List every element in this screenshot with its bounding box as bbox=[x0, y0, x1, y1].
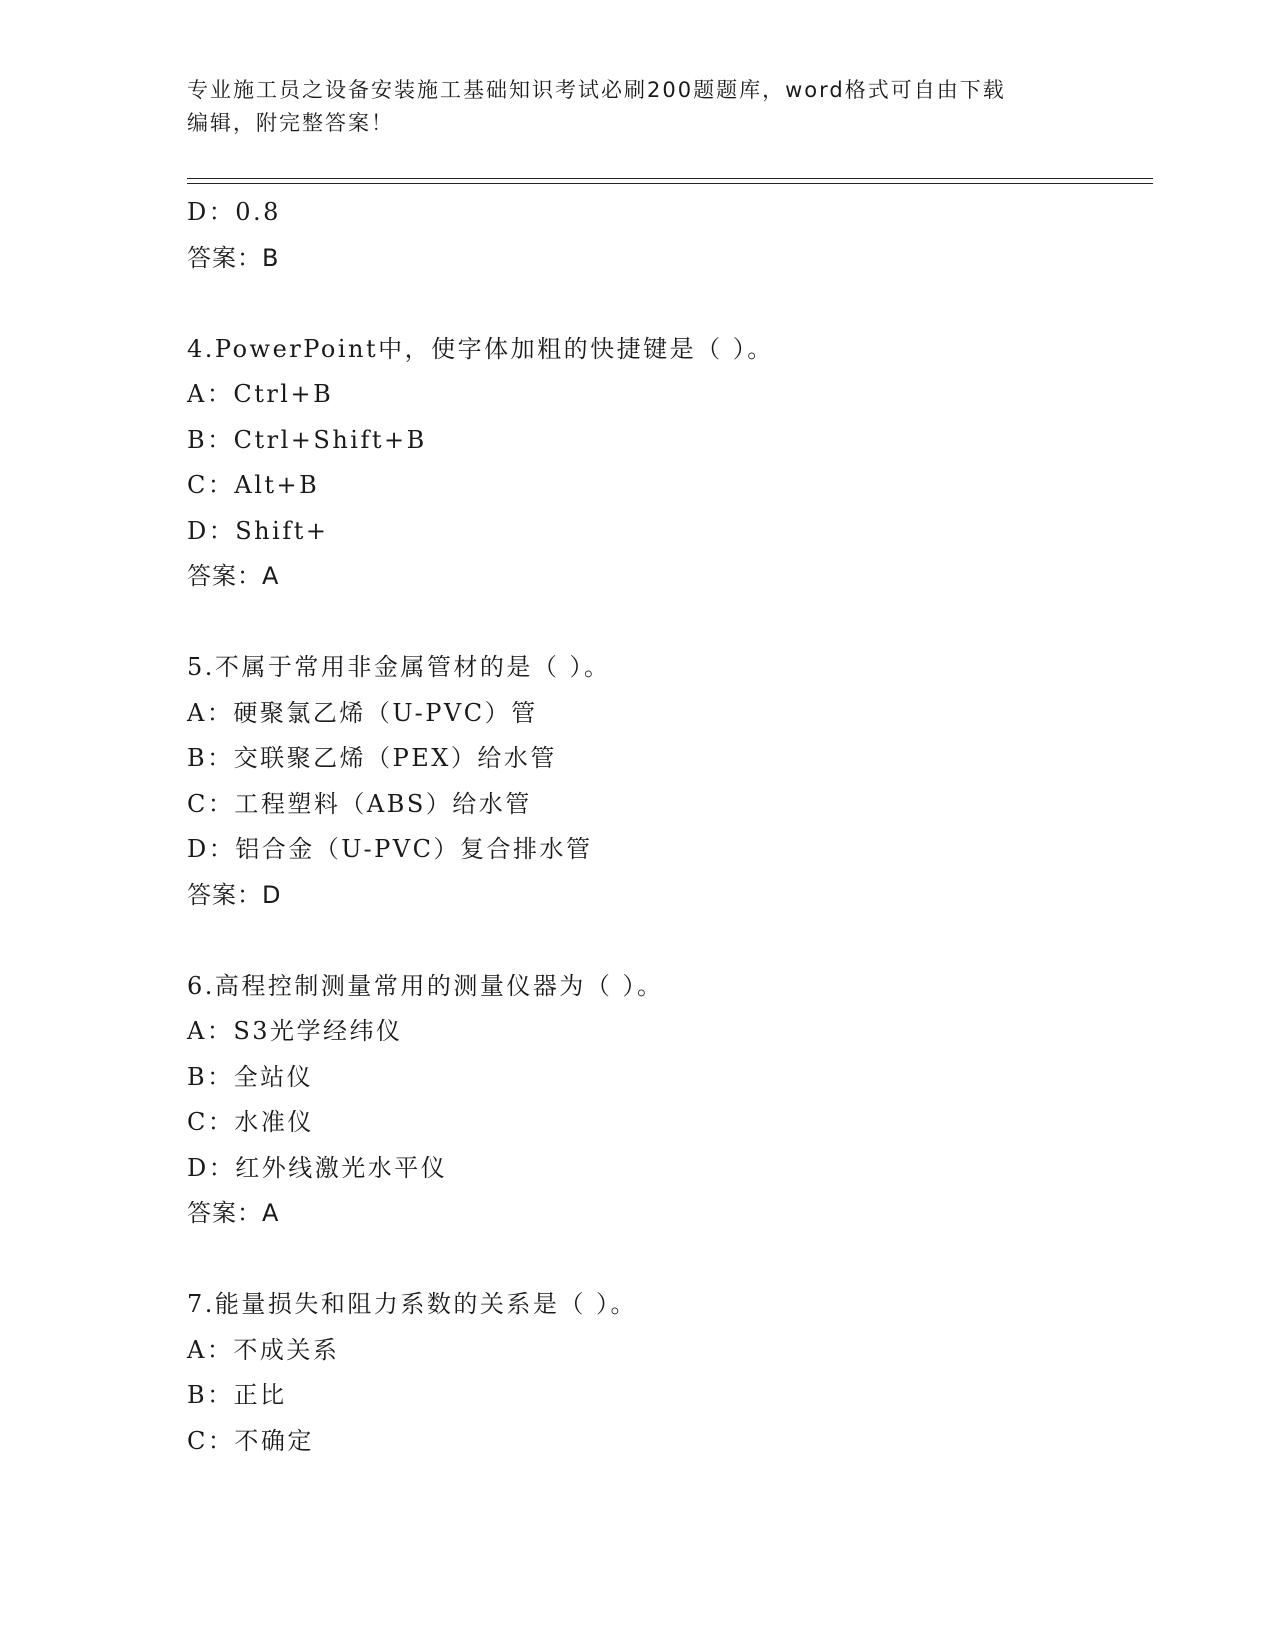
header-divider-top bbox=[187, 178, 1153, 179]
option-b: B：交联聚乙烯（PEX）给水管 bbox=[187, 744, 557, 772]
header-divider-bottom bbox=[187, 183, 1153, 184]
question-fragment bbox=[187, 190, 1153, 281]
option-a: A：硬聚氯乙烯（U-PVC）管 bbox=[187, 698, 538, 727]
question-list bbox=[187, 190, 1153, 1464]
document-header bbox=[187, 74, 1067, 140]
question-stem: 4.PowerPoint中，使字体加粗的快捷键是（ ）。 bbox=[187, 334, 774, 363]
option-c: C：工程塑料（ABS）给水管 bbox=[187, 789, 532, 818]
option-d: D：铝合金（U-PVC）复合排水管 bbox=[187, 835, 593, 863]
spacer bbox=[187, 281, 1153, 327]
question-stem: 7.能量损失和阻力系数的关系是（ ）。 bbox=[187, 1290, 638, 1318]
option-a: A：S3光学经纬仪 bbox=[187, 1017, 403, 1045]
option-b: B：全站仪 bbox=[187, 1062, 314, 1091]
question-stem: 6.高程控制测量常用的测量仪器为（ ）。 bbox=[187, 971, 664, 1000]
spacer bbox=[187, 600, 1153, 646]
question-5 bbox=[187, 645, 1153, 918]
question-stem: 5.不属于常用非金属管材的是（ ）。 bbox=[187, 653, 611, 681]
spacer bbox=[187, 1237, 1153, 1283]
option-d: D：0.8 bbox=[187, 198, 281, 226]
option-c: C：水准仪 bbox=[187, 1108, 314, 1136]
option-b: B：正比 bbox=[187, 1381, 287, 1409]
option-a: A：不成关系 bbox=[187, 1335, 340, 1364]
answer-line: 答案：A bbox=[187, 1199, 280, 1227]
option-c: C：Alt+B bbox=[187, 471, 320, 499]
option-b: B：Ctrl+Shift+B bbox=[187, 425, 427, 454]
option-a: A：Ctrl+B bbox=[187, 380, 334, 408]
header-title-line-1: 专业施工员之设备安装施工基础知识考试必刷200题题库，word格式可自由下载 bbox=[187, 78, 1006, 102]
header-title-line-2: 编辑，附完整答案！ bbox=[187, 111, 394, 135]
answer-line: 答案：D bbox=[187, 880, 282, 909]
spacer bbox=[187, 918, 1153, 964]
option-d: D：红外线激光水平仪 bbox=[187, 1153, 448, 1182]
option-d: D：Shift+ bbox=[187, 516, 329, 545]
question-4 bbox=[187, 327, 1153, 600]
question-6 bbox=[187, 964, 1153, 1237]
answer-line: 答案：A bbox=[187, 562, 280, 590]
question-7 bbox=[187, 1282, 1153, 1464]
answer-line: 答案：B bbox=[187, 243, 280, 272]
option-c: C：不确定 bbox=[187, 1426, 314, 1455]
